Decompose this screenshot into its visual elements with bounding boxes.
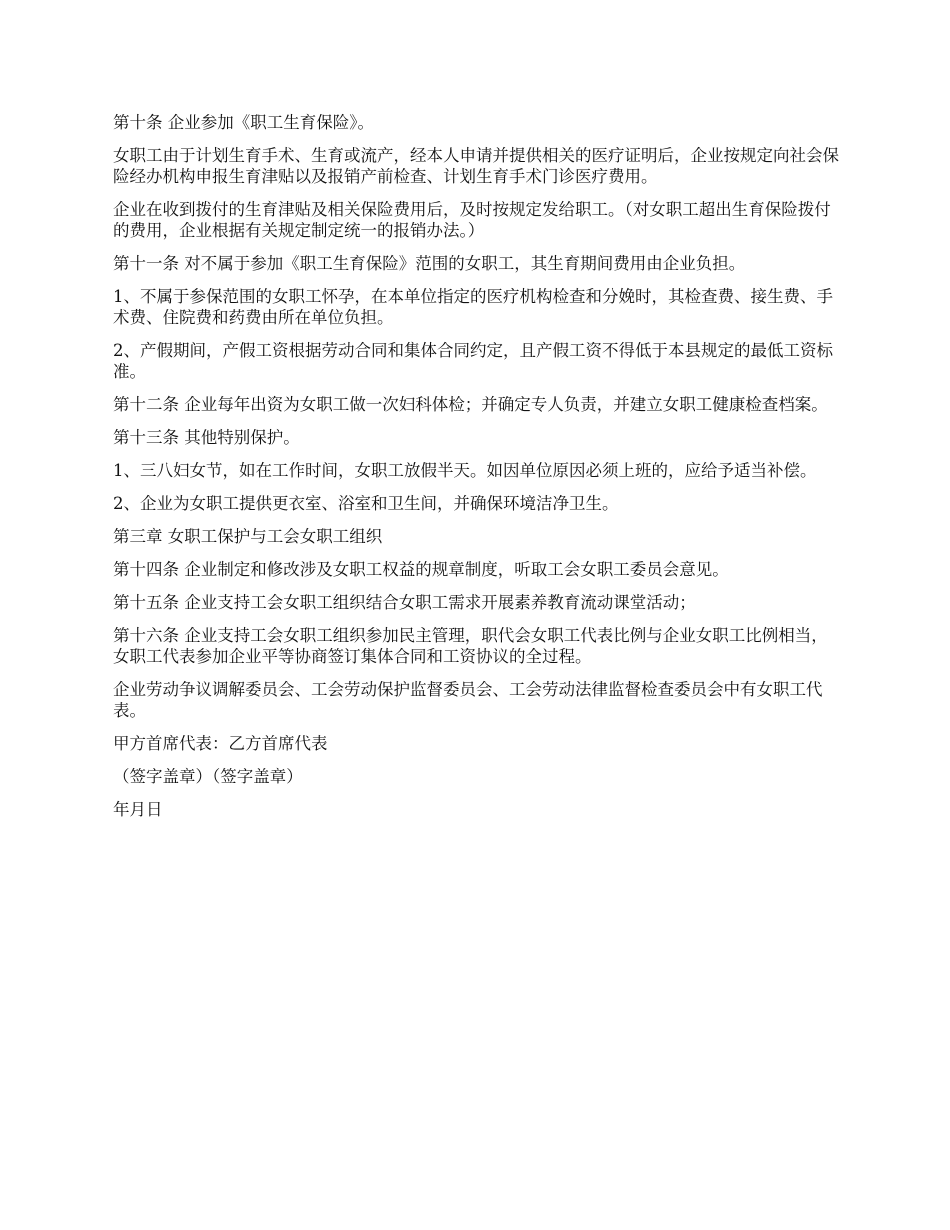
article-13-item-1: 1、三八妇女节，如在工作时间，女职工放假半天。如因单位原因必须上班的，应给予适当补偿。 [113,461,817,480]
article-16-paragraph-2: 企业劳动争议调解委员会、工会劳动保护监督委员会、工会劳动法律监督检查委员会中有女职工代表。 [113,680,823,720]
chapter-3-heading: 第三章 女职工保护与工会女职工组织 [113,527,383,546]
article-11-item-1: 1、不属于参保范围的女职工怀孕，在本单位指定的医疗机构检查和分娩时，其检查费、接生费、手术费、住院费和药费由所在单位负担。 [113,287,833,327]
article-13-item-2: 2、企业为女职工提供更衣室、浴室和卫生间，并确保环境洁净卫生。 [113,494,619,513]
article-16: 第十六条 企业支持工会女职工组织参加民主管理，职代会女职工代表比例与企业女职工比例相当，女职工代表参加企业平等协商签订集体合同和工资协议的全过程。 [113,626,828,666]
article-15: 第十五条 企业支持工会女职工组织结合女职工需求开展素养教育流动课堂活动； [113,593,696,612]
article-13-heading: 第十三条 其他特别保护。 [113,428,300,447]
article-11-item-2: 2、产假期间，产假工资根据劳动合同和集体合同约定，且产假工资不得低于本县规定的最低工资标准。 [113,341,833,381]
date-line: 年月日 [113,800,163,819]
article-11-heading: 第十一条 对不属于参加《职工生育保险》范围的女职工，其生育期间费用由企业负担。 [113,254,746,273]
article-10-paragraph-1: 女职工由于计划生育手术、生育或流产，经本人申请并提供相关的医疗证明后，企业按规定向社会保险经办机构申报生育津贴以及报销产前检查、计划生育手术门诊医疗费用。 [113,146,839,186]
article-10-heading: 第十条 企业参加《职工生育保险》。 [113,113,374,132]
signature-seal-line: （签字盖章）（签字盖章） [113,767,303,786]
article-10-paragraph-2: 企业在收到拨付的生育津贴及相关保险费用后，及时按规定发给职工。（对女职工超出生育保险拨付的费用，企业根据有关规定制定统一的报销办法。） [113,200,831,240]
document-body [113,112,843,832]
signatory-representatives: 甲方首席代表：乙方首席代表 [113,734,328,753]
article-12: 第十二条 企业每年出资为女职工做一次妇科体检；并确定专人负责，并建立女职工健康检查档案。 [113,395,828,414]
article-14: 第十四条 企业制定和修改涉及女职工权益的规章制度，听取工会女职工委员会意见。 [113,560,729,579]
